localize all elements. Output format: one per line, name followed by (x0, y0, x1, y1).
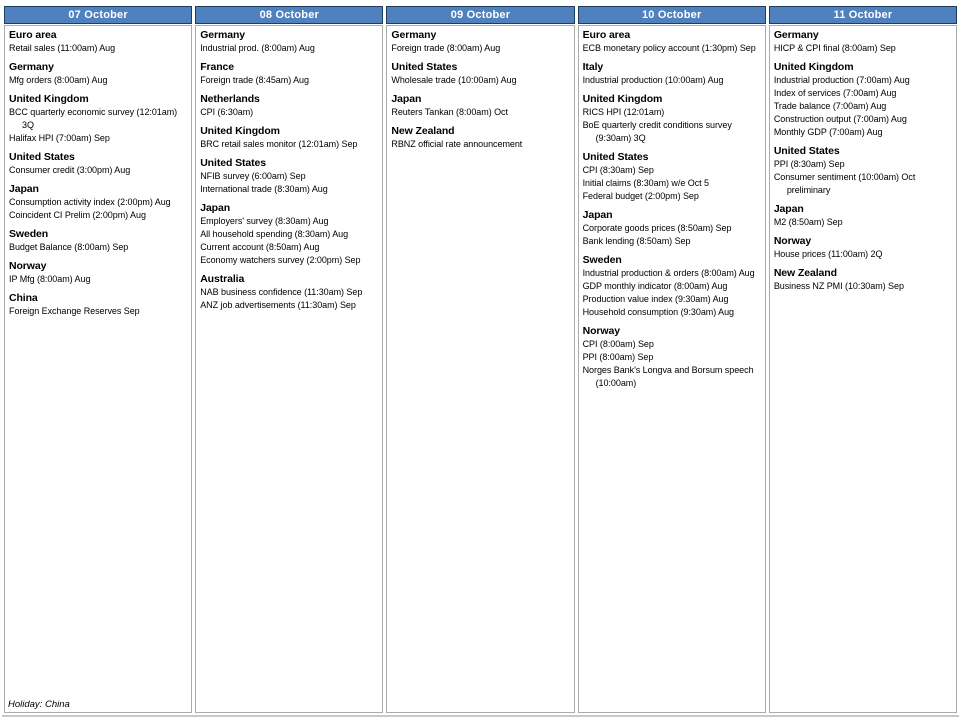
country-group (391, 125, 571, 151)
country-group (9, 61, 189, 87)
event-item: Foreign trade (8:00am) Aug (391, 43, 501, 53)
event-item: NFIB survey (6:00am) Sep (200, 171, 306, 181)
calendar-column (769, 6, 957, 713)
event-item: Budget Balance (8:00am) Sep (9, 242, 129, 252)
country-name: France (200, 61, 235, 73)
event-item: PPI (8:30am) Sep (773, 159, 845, 169)
event-item: Reuters Tankan (8:00am) Oct (391, 107, 508, 117)
calendar-column (195, 6, 383, 713)
country-group (774, 61, 954, 139)
calendar-table (4, 6, 957, 713)
event-item: Federal budget (2:00pm) Sep (582, 191, 699, 201)
country-group (200, 202, 380, 267)
event-item: Foreign Exchange Reserves Sep (9, 306, 140, 316)
country-group (200, 61, 380, 87)
country-name: United States (773, 145, 840, 157)
country-name: Japan (773, 203, 804, 215)
country-group (583, 29, 763, 55)
country-name: United Kingdom (773, 61, 854, 73)
country-name: New Zealand (773, 267, 837, 279)
event-item: CPI (8:30am) Sep (582, 165, 654, 175)
event-item: Industrial production (10:00am) Aug (582, 75, 724, 85)
country-group (774, 267, 954, 293)
country-name: United States (200, 157, 266, 169)
country-name: Japan (9, 183, 39, 195)
country-name: Italy (582, 61, 604, 73)
event-item: Bank lending (8:50am) Sep (582, 236, 691, 246)
country-name: Norway (9, 260, 47, 272)
country-name: Germany (391, 29, 437, 41)
country-group (200, 157, 380, 196)
event-item: CPI (8:00am) Sep (582, 339, 654, 349)
country-name: China (9, 292, 38, 304)
event-item: All household spending (8:30am) Aug (200, 229, 349, 239)
country-group (9, 151, 189, 177)
country-group (583, 93, 763, 145)
country-group (9, 228, 189, 254)
calendar-column (4, 6, 192, 713)
country-name: United Kingdom (9, 93, 89, 105)
event-item: ECB monetary policy account (1:30pm) Sep (582, 43, 756, 53)
column-body (578, 25, 766, 713)
country-name: Euro area (582, 29, 631, 41)
column-body (4, 25, 192, 713)
country-name: United States (582, 151, 649, 163)
event-item: Consumer credit (3:00pm) Aug (9, 165, 131, 175)
event-item: Mfg orders (8:00am) Aug (9, 75, 108, 85)
country-group (9, 29, 189, 55)
page-bottom-rule (2, 715, 959, 717)
event-item: M2 (8:50am) Sep (773, 217, 843, 227)
country-group (9, 292, 189, 318)
event-item: RICS HPI (12:01am) (582, 107, 665, 117)
event-item: Household consumption (9:30am) Aug (582, 307, 735, 317)
country-group (583, 325, 763, 390)
event-item: Employers' survey (8:30am) Aug (200, 216, 329, 226)
event-item: CPI (6:30am) (200, 107, 254, 117)
country-group (200, 273, 380, 312)
event-item: HICP & CPI final (8:00am) Sep (773, 43, 896, 53)
holiday-note: Holiday: China (8, 699, 70, 710)
country-name: United States (9, 151, 75, 163)
event-item: House prices (11:00am) 2Q (773, 249, 883, 259)
event-item: GDP monthly indicator (8:00am) Aug (582, 281, 728, 291)
calendar-column (386, 6, 574, 713)
country-name: United Kingdom (582, 93, 663, 105)
country-group (583, 209, 763, 248)
country-name: Norway (582, 325, 620, 337)
country-name: Euro area (9, 29, 57, 41)
event-item: BCC quarterly economic survey (12:01am) 3Q (9, 107, 178, 130)
country-group (200, 93, 380, 119)
country-group (9, 183, 189, 222)
country-name: Netherlands (200, 93, 260, 105)
event-item: Consumption activity index (2:00pm) Aug (9, 197, 171, 207)
country-name: Sweden (582, 254, 622, 266)
event-item: Industrial production & orders (8:00am) Aug (582, 268, 755, 278)
column-body (386, 25, 574, 713)
event-item: Economy watchers survey (2:00pm) Sep (200, 255, 361, 265)
event-item: Wholesale trade (10:00am) Aug (391, 75, 517, 85)
country-name: Germany (773, 29, 819, 41)
event-item: International trade (8:30am) Aug (200, 184, 328, 194)
country-group (200, 29, 380, 55)
country-group (774, 29, 954, 55)
column-body (195, 25, 383, 713)
event-item: Norges Bank's Longva and Borsum speech (10:00am) (582, 365, 754, 388)
column-date-header: 09 October (386, 6, 574, 24)
country-group (583, 151, 763, 203)
country-name: Germany (200, 29, 246, 41)
country-group (774, 203, 954, 229)
event-item: BRC retail sales monitor (12:01am) Sep (200, 139, 358, 149)
event-item: Corporate goods prices (8:50am) Sep (582, 223, 732, 233)
event-item: Monthly GDP (7:00am) Aug (773, 127, 883, 137)
country-group (9, 93, 189, 145)
event-item: RBNZ official rate announcement (391, 139, 523, 149)
country-group (583, 254, 763, 319)
country-group (774, 235, 954, 261)
calendar-column (578, 6, 766, 713)
column-date-header: 11 October (769, 6, 957, 24)
event-item: Index of services (7:00am) Aug (773, 88, 897, 98)
country-name: Japan (582, 209, 613, 221)
event-item: Retail sales (11:00am) Aug (9, 43, 116, 53)
event-item: Industrial production (7:00am) Aug (773, 75, 910, 85)
event-item: Production value index (9:30am) Aug (582, 294, 729, 304)
country-name: Australia (200, 273, 245, 285)
event-item: Initial claims (8:30am) w/e Oct 5 (582, 178, 709, 188)
event-item: ANZ job advertisements (11:30am) Sep (200, 300, 356, 310)
country-name: Japan (391, 93, 422, 105)
event-item: Construction output (7:00am) Aug (773, 114, 907, 124)
event-item: NAB business confidence (11:30am) Sep (200, 287, 363, 297)
event-item: Foreign trade (8:45am) Aug (200, 75, 309, 85)
event-item: Halifax HPI (7:00am) Sep (9, 133, 110, 143)
country-group (583, 61, 763, 87)
event-item: IP Mfg (8:00am) Aug (9, 274, 91, 284)
country-group (391, 61, 571, 87)
event-item: PPI (8:00am) Sep (582, 352, 654, 362)
country-name: United Kingdom (200, 125, 280, 137)
event-item: Trade balance (7:00am) Aug (773, 101, 887, 111)
column-body (769, 25, 957, 713)
country-name: Sweden (9, 228, 49, 240)
country-name: United States (391, 61, 458, 73)
country-name: Germany (9, 61, 54, 73)
country-group (774, 145, 954, 197)
event-item: Consumer sentiment (10:00am) Oct preliminary (773, 172, 916, 195)
column-date-header: 08 October (195, 6, 383, 24)
country-group (9, 260, 189, 286)
country-name: New Zealand (391, 125, 455, 137)
column-date-header: 10 October (578, 6, 766, 24)
event-item: Business NZ PMI (10:30am) Sep (773, 281, 904, 291)
column-date-header: 07 October (4, 6, 192, 24)
country-group (200, 125, 380, 151)
country-group (391, 29, 571, 55)
event-item: Industrial prod. (8:00am) Aug (200, 43, 315, 53)
country-name: Norway (773, 235, 812, 247)
event-item: Current account (8:50am) Aug (200, 242, 320, 252)
event-item: BoE quarterly credit conditions survey (9:30am) 3Q (582, 120, 732, 143)
event-item: Coincident CI Prelim (2:00pm) Aug (9, 210, 146, 220)
country-group (391, 93, 571, 119)
country-name: Japan (200, 202, 231, 214)
